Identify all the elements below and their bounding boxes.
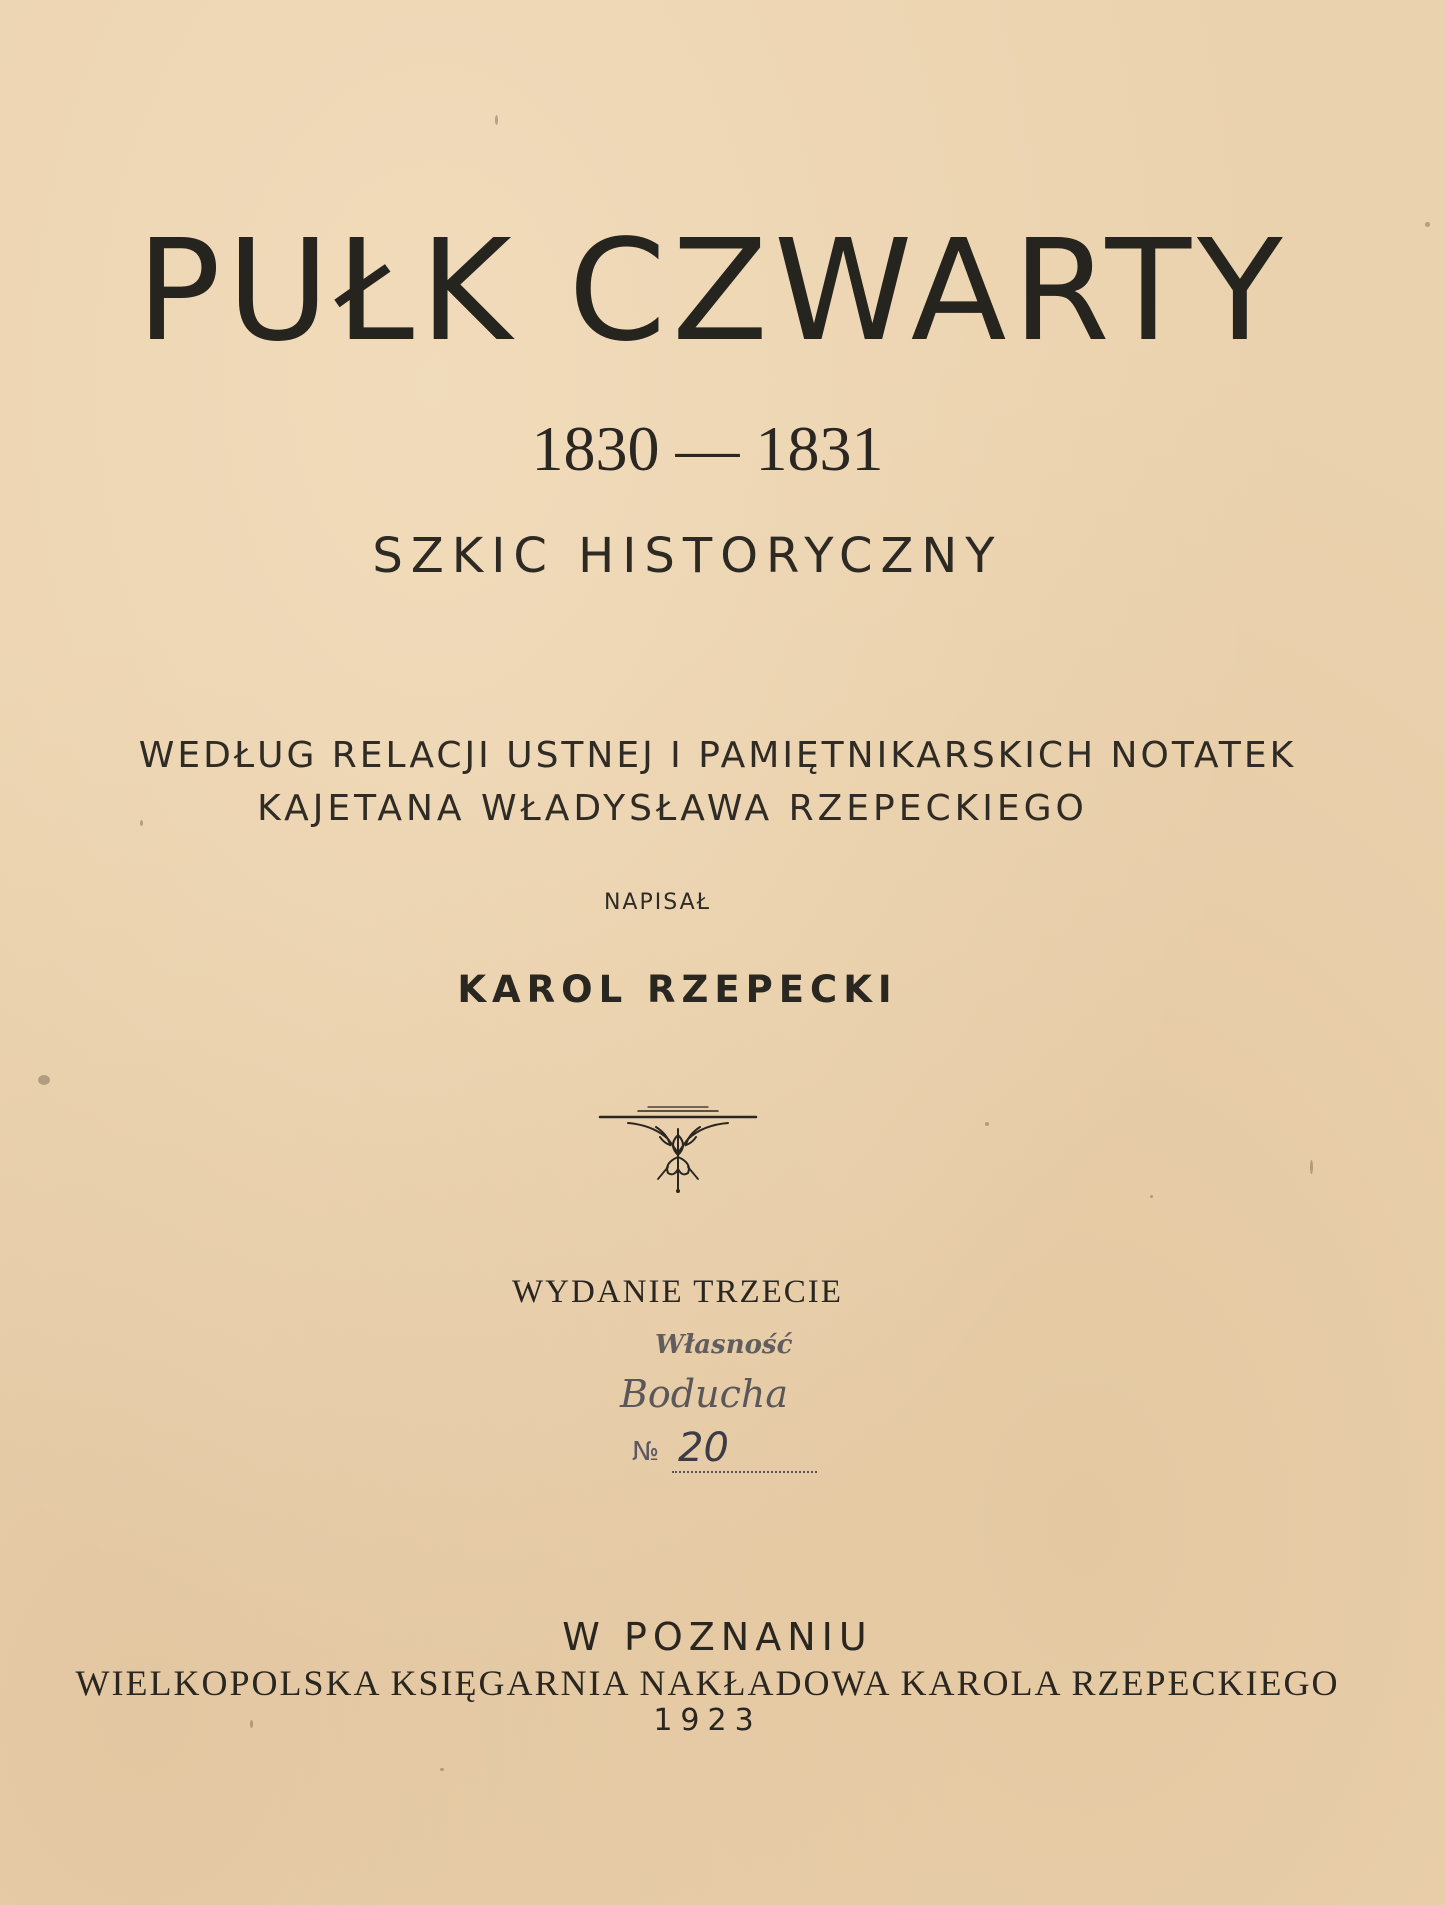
author-name: KAROL RZEPECKI bbox=[457, 968, 898, 1011]
paper-speck bbox=[440, 1768, 444, 1771]
printer-ornament-icon bbox=[598, 1105, 758, 1195]
publisher-name: WIELKOPOLSKA KSIĘGARNIA NAKŁADOWA KAROLA RZEPECKIEGO bbox=[75, 1663, 1340, 1703]
stamp-dotted-rule bbox=[672, 1471, 817, 1473]
paper-speck bbox=[250, 1720, 253, 1728]
publication-year: 1923 bbox=[653, 1703, 762, 1738]
book-years: 1830 — 1831 bbox=[531, 413, 884, 484]
paper-speck bbox=[140, 820, 143, 826]
paper-speck bbox=[1425, 222, 1430, 227]
paper-speck bbox=[495, 115, 498, 125]
stamp-owner-name: Boducha bbox=[620, 1372, 789, 1416]
stamp-number: 20 bbox=[678, 1425, 729, 1471]
stamp-ownership-label: Własność bbox=[655, 1330, 793, 1360]
paper-speck bbox=[1310, 1160, 1313, 1174]
paper-speck bbox=[38, 1075, 50, 1085]
byline-label: NAPISAŁ bbox=[603, 890, 712, 915]
source-line-2: KAJETANA WŁADYSŁAWA RZEPECKIEGO bbox=[257, 788, 1088, 829]
edition-label: WYDANIE TRZECIE bbox=[512, 1274, 843, 1310]
stamp-number-row bbox=[632, 1425, 832, 1475]
publication-place: W POZNANIU bbox=[562, 1615, 873, 1659]
book-title: PUŁK CZWARTY bbox=[136, 210, 1289, 373]
paper-speck bbox=[1150, 1195, 1153, 1198]
source-line-1: WEDŁUG RELACJI USTNEJ I PAMIĘTNIKARSKICH NOTATEK bbox=[138, 735, 1297, 776]
book-subtitle: SZKIC HISTORYCZNY bbox=[372, 528, 1003, 584]
paper-speck bbox=[985, 1122, 989, 1126]
stamp-number-prefix: № bbox=[632, 1437, 660, 1467]
